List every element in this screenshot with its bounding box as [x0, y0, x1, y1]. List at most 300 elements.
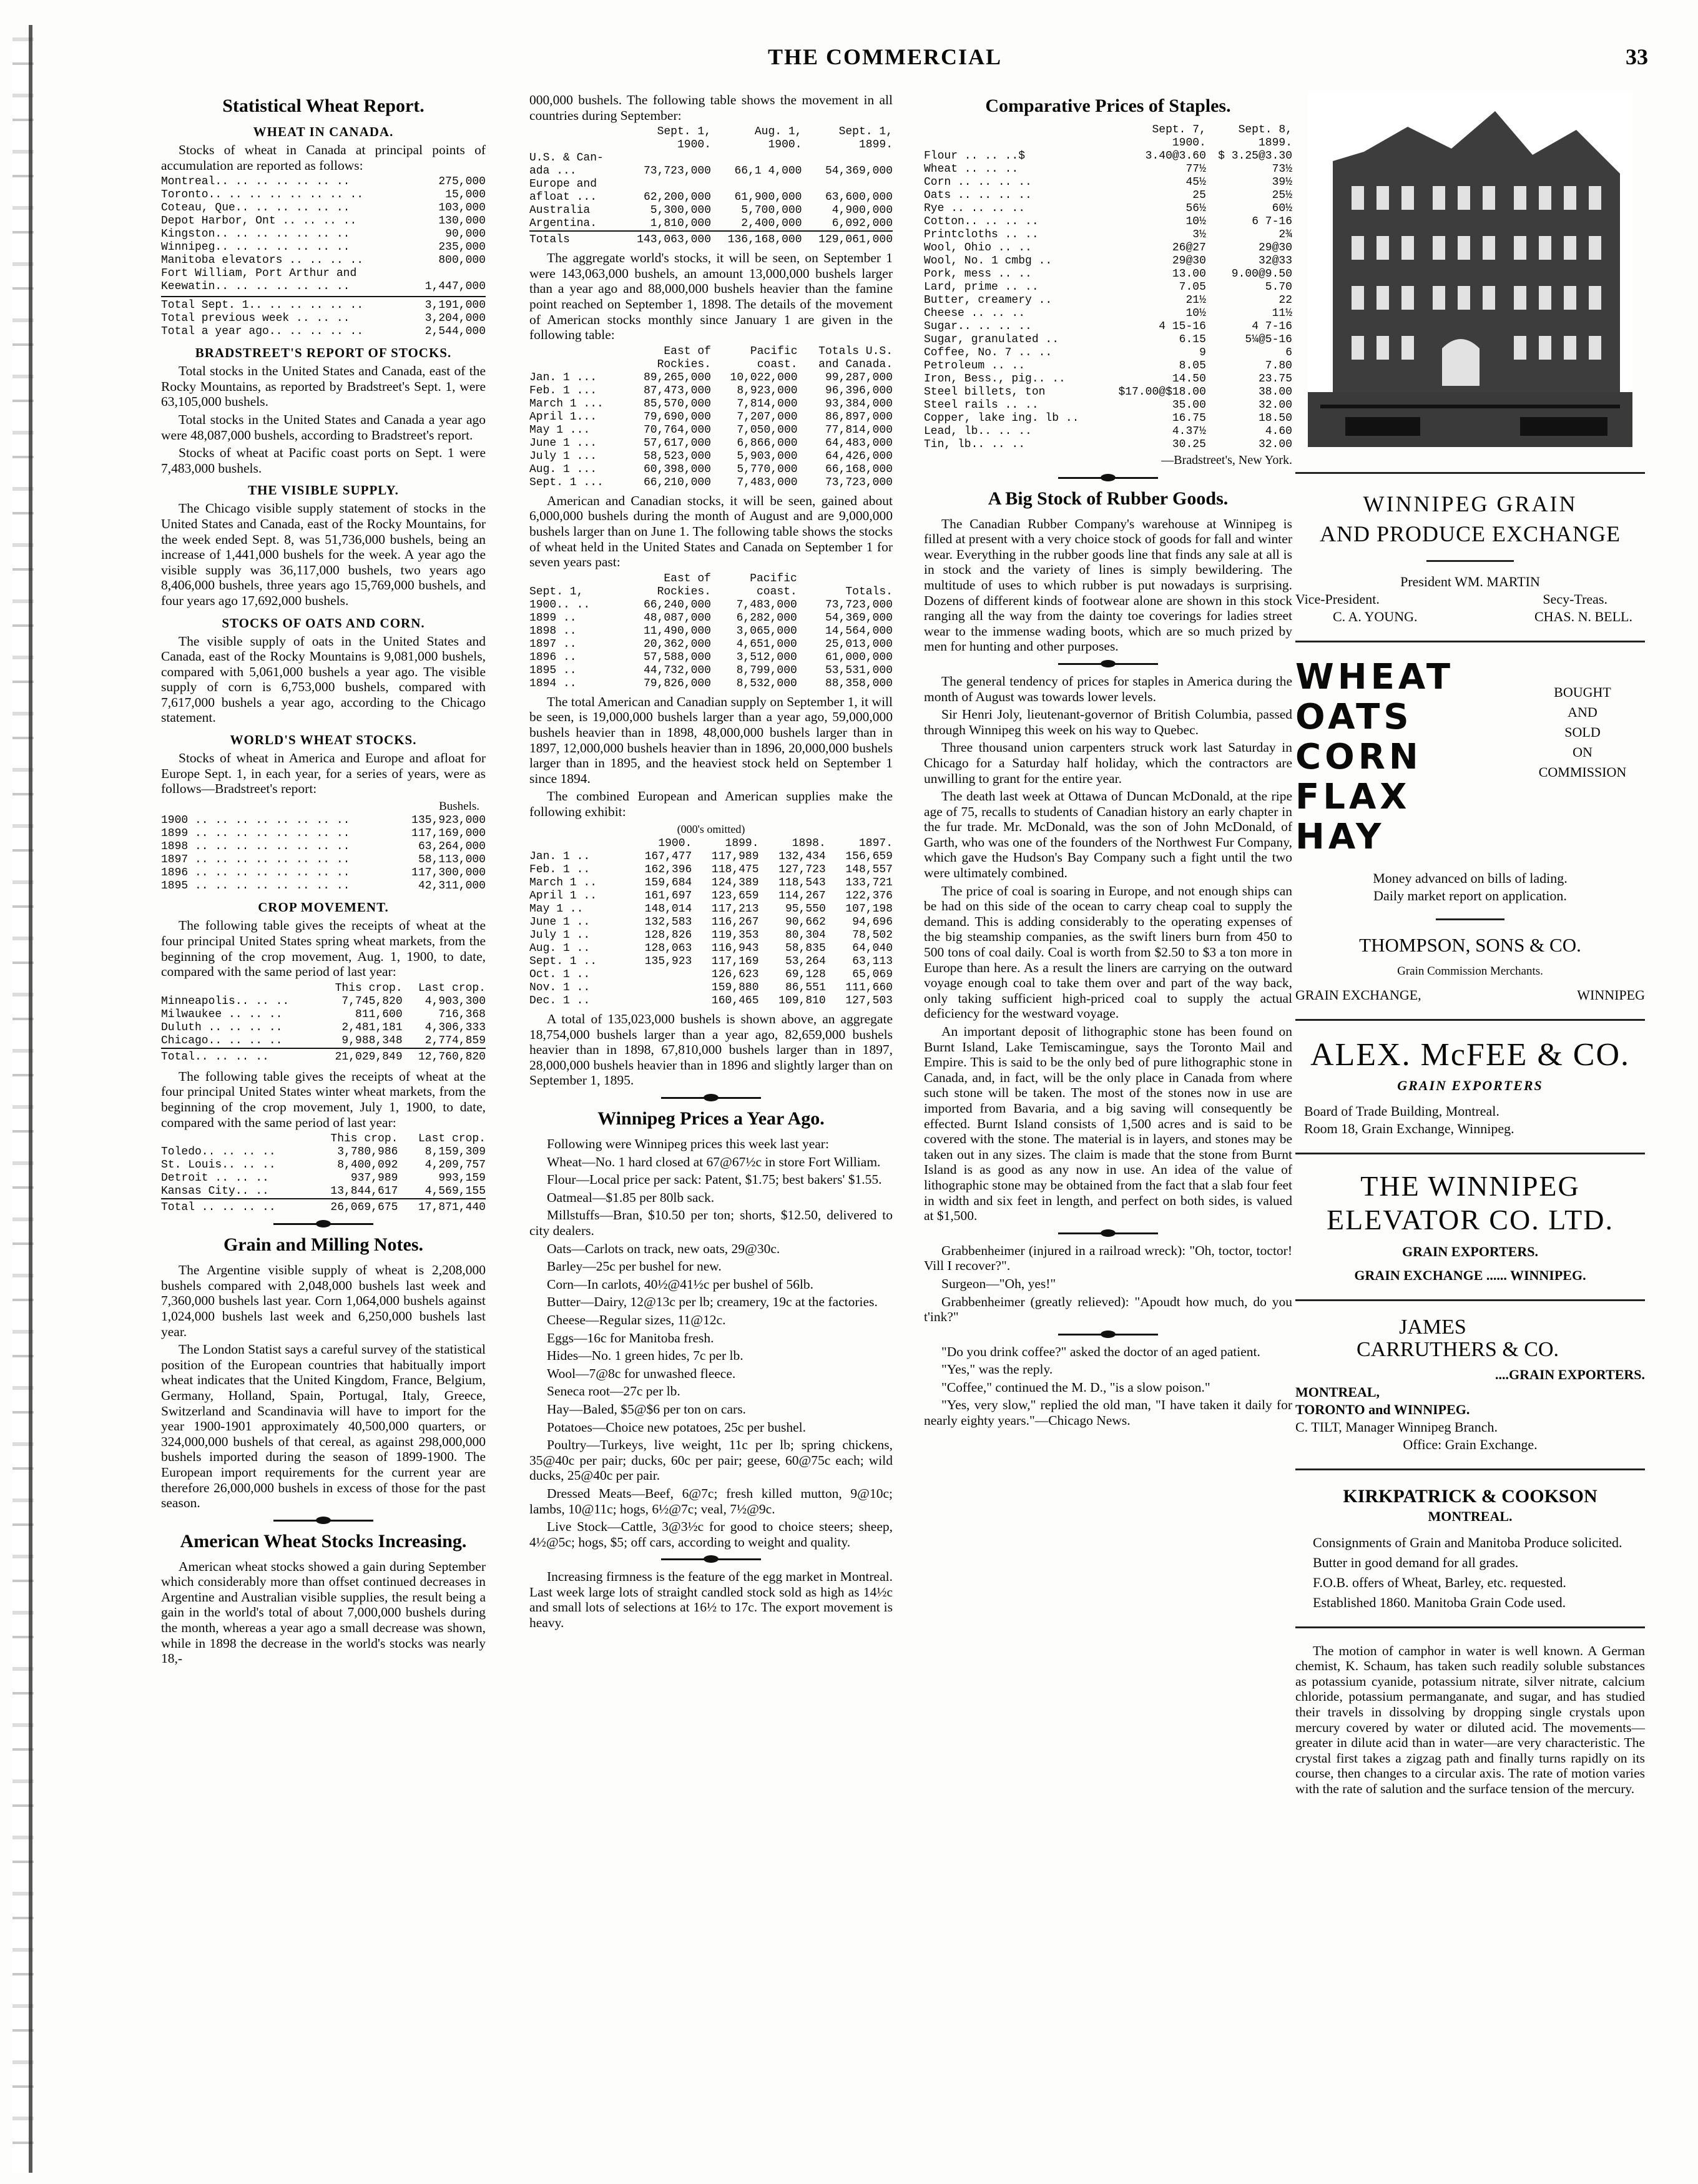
column-header: Pacific: [750, 572, 797, 585]
column-header: coast.: [757, 358, 798, 371]
table-row: [529, 231, 893, 247]
table-row: [529, 599, 893, 612]
table-cell: 77,814,000: [825, 423, 893, 436]
bought-line: COMMISSION: [1538, 764, 1627, 780]
table-row: [529, 165, 893, 178]
kirkpatrick-cookson-ad: [1295, 1485, 1645, 1611]
paragraph: Surgeon—"Oh, yes!": [941, 1276, 1056, 1291]
ad-line: GRAIN EXCHANGE,: [1295, 987, 1421, 1003]
bought-line: ON: [1573, 744, 1592, 760]
president-line: President WM. MARTIN: [1400, 574, 1540, 589]
table-row: [924, 242, 1292, 255]
table-row: [161, 312, 486, 325]
column-header: and Canada.: [818, 358, 893, 371]
grain-name: CORN: [1295, 737, 1422, 777]
column-header: coast.: [757, 585, 797, 598]
row-label: Lead, lb.. .. ..: [924, 425, 1032, 438]
table-cell: 118,475: [711, 863, 759, 877]
table-cell: 78,502: [852, 929, 893, 942]
price-item: Seneca root—27c per lb.: [547, 1384, 680, 1399]
row-label: Wheat .. .. ..: [924, 163, 1019, 175]
row-label: Detroit .. .. ..: [161, 1172, 269, 1185]
table-cell: [711, 178, 802, 191]
price-item: Flour—Local price per sack: Patent, $1.75; best bakers' $1.55.: [547, 1172, 882, 1188]
column-header: [529, 358, 624, 371]
ad-line: Butter in good demand for all grades.: [1313, 1554, 1519, 1570]
table-row: [161, 175, 486, 189]
section-heading: CROP MOVEMENT.: [258, 900, 389, 915]
table-cell: 73,723,000: [643, 165, 711, 178]
ad-line: Board of Trade Building, Montreal.: [1304, 1103, 1499, 1119]
table-row: [924, 412, 1292, 425]
table-cell: 11,490,000: [643, 624, 711, 637]
table-row: [529, 651, 893, 664]
column-header: Sept. 1,: [838, 125, 893, 139]
table-cell: 716,368: [438, 1008, 486, 1021]
table-row: [161, 1199, 486, 1214]
row-label: Steel rails .. ..: [924, 399, 1039, 411]
row-label: Tin, lb.. .. ..: [924, 438, 1026, 451]
table-cell: 117,169: [711, 955, 759, 968]
table-row: [924, 268, 1292, 281]
row-label: Duluth .. .. .. ..: [161, 1021, 283, 1034]
ad-divider: [1295, 1019, 1645, 1021]
table-cell: 7.80: [1265, 360, 1292, 372]
table-row: [161, 1008, 486, 1021]
table-cell: 117,989: [711, 850, 759, 863]
row-label: 1896 ..: [529, 651, 577, 664]
alex-mcfee-ad: [1295, 1036, 1645, 1138]
paragraph: Stocks of wheat at Pacific coast ports on Sept. 1 were 7,483,000 bushels.: [161, 445, 486, 476]
paragraph: American wheat stocks showed a gain during September which considerably more than offset continued decreases in Argentine and Australian visible supplies, the result being a gain in the world's total of about 7,000,000 bushels during the month, whereas a year ago a small decrease was shown, while in 1898 the decrease in the world's stocks was nearly 18,-: [161, 1558, 486, 1666]
paragraph: The visible supply of oats in the United States and Canada, east of the Rocky Mountains is 9,081,000 bushels, compared with 5,061,000 bushels a year ago. The visible supply of corn is 6,753,000 bushels, compared with 7,617,000 bushels a year ago, according to the Chicago statement.: [161, 633, 486, 726]
table-cell: 56½: [1185, 202, 1206, 215]
row-label: March 1 ..: [529, 877, 597, 890]
table-row: [529, 411, 893, 424]
price-item: Dressed Meats—Beef, 6@7c; fresh killed mutton, 9@10c; lambs, 10@11c; hogs, 6½@7c; veal, 7½@9c.: [529, 1485, 893, 1517]
ad-line: GRAIN EXCHANGE ...... WINNIPEG.: [1354, 1267, 1586, 1283]
price-item: Wool—7@8c for unwashed fleece.: [547, 1365, 736, 1381]
table-row: [161, 241, 486, 254]
table-row: [161, 827, 486, 840]
table-cell: 937,989: [350, 1172, 398, 1185]
table-row: [529, 191, 893, 204]
row-label: Winnipeg.. .. .. .. .. .. ..: [161, 241, 350, 254]
ad-line: F.O.B. offers of Wheat, Barley, etc. requested.: [1313, 1574, 1566, 1590]
price-item: Butter—Dairy, 12@13c per lb; creamery, 19c at the factories.: [547, 1294, 878, 1310]
article-heading: American Wheat Stocks Increasing.: [180, 1530, 467, 1552]
divider: [661, 1097, 761, 1099]
table-cell: 127,723: [778, 863, 826, 877]
row-label: Jan. 1 ..: [529, 850, 591, 863]
table-cell: 29@30: [1258, 242, 1292, 254]
table-cell: 111,660: [845, 981, 893, 995]
table-cell: 136,168,000: [711, 231, 802, 247]
row-label: May 1 ...: [529, 423, 591, 436]
price-item: Corn—In carlots, 40½@41½c per bushel of 56lb.: [547, 1276, 814, 1292]
column-header: [529, 837, 625, 850]
table-cell: 61,000,000: [825, 651, 893, 664]
row-label: Lard, prime .. ..: [924, 281, 1039, 293]
row-label: 1894 ..: [529, 677, 577, 690]
table-row: [924, 215, 1292, 229]
table-cell: 119,353: [711, 929, 759, 942]
table-row: [161, 228, 486, 241]
table-cell: 79,690,000: [643, 410, 711, 423]
table-cell: 26,069,675: [310, 1199, 398, 1214]
grain-commodities-ad: [1295, 657, 1645, 857]
table-header-row: [529, 345, 893, 358]
table-cell: [621, 152, 712, 165]
table-cell: 116,267: [711, 916, 759, 929]
ad-title: JAMES: [1399, 1315, 1466, 1339]
table-row: [161, 202, 486, 215]
table-cell: 117,213: [711, 903, 759, 916]
table-header-row: [529, 358, 893, 371]
paragraph: American and Canadian stocks, it will be seen, gained about 6,000,000 bushels during the month of August and are 9,000,000 bushels larger than on June 1. The following table shows the stocks of wheat held in the United States and Canada on September 1 for seven years past:: [529, 493, 893, 570]
row-label: 1895 ..: [529, 664, 577, 677]
row-label: Flour .. .. ..$: [924, 150, 1026, 162]
table-cell: 4.60: [1265, 425, 1292, 438]
source-credit: —Bradstreet's, New York.: [1161, 453, 1292, 467]
table-row: [924, 320, 1292, 333]
table-cell: 4,903,300: [424, 995, 486, 1008]
row-label: Sugar.. .. .. ..: [924, 320, 1032, 333]
table-cell: 63,113: [852, 955, 893, 968]
divider: [1058, 477, 1158, 479]
table-cell: 109,810: [778, 995, 826, 1008]
table-cell: 9.00@9.50: [1231, 268, 1292, 280]
table-cell: 6,092,000: [832, 217, 893, 230]
table-cell: [625, 981, 692, 995]
table-cell: 29@30: [1172, 255, 1206, 267]
table-cell: 235,000: [438, 241, 486, 254]
table-row: [924, 229, 1292, 242]
row-label: Keewatin.. .. .. .. .. .. ..: [161, 280, 350, 293]
table-row: [924, 438, 1292, 451]
vice-president-name: C. A. YOUNG.: [1333, 609, 1418, 624]
row-label: Total .. .. .. ..: [161, 1199, 310, 1214]
table-cell: 5,903,000: [737, 450, 798, 463]
table-cell: 3½: [1192, 229, 1206, 241]
table-cell: 103,000: [438, 202, 486, 215]
table-cell: 8,159,309: [424, 1146, 486, 1159]
world-stocks-table: [161, 814, 486, 893]
column-header: Sept. 8,: [1238, 124, 1292, 136]
row-label: 1900 .. .. .. .. .. .. .. ..: [161, 814, 350, 827]
table-cell: 5,300,000: [650, 204, 711, 217]
table-row: [529, 863, 893, 877]
column-header: [161, 982, 319, 995]
table-row: [924, 163, 1292, 176]
table-cell: 167,477: [644, 850, 692, 863]
table-cell: 4,306,333: [424, 1021, 486, 1034]
table-cell: 6,866,000: [737, 436, 798, 450]
table-cell: 7,745,820: [341, 995, 403, 1008]
seven-year-stocks-table: [529, 573, 893, 691]
table-cell: 5,700,000: [741, 204, 802, 217]
table-cell: 132,583: [644, 916, 692, 929]
table-cell: 118,543: [778, 877, 826, 890]
table-row: [529, 995, 893, 1008]
table-row: [529, 450, 893, 463]
column-header: Rockies.: [657, 585, 711, 598]
table-row: [161, 1021, 486, 1035]
table-row: [924, 202, 1292, 215]
column-header: East of: [664, 345, 711, 358]
row-label: May 1 ..: [529, 903, 584, 916]
table-cell: 20,362,000: [643, 637, 711, 651]
column-header: Last crop.: [418, 981, 486, 995]
ad-line: ....GRAIN EXPORTERS.: [1494, 1366, 1645, 1382]
column-header: 1898.: [792, 837, 826, 850]
stocks-total-table: [161, 296, 486, 338]
row-label: Coffee, No. 7 .. ..: [924, 347, 1053, 359]
row-label: Kansas City.. ..: [161, 1185, 269, 1198]
paragraph: The general tendency of prices for staples in America during the month of August was towards lower levels.: [924, 673, 1292, 704]
table-cell: 7,483,000: [736, 598, 797, 611]
column-header: 1900.: [1172, 137, 1206, 149]
table-cell: 10,022,000: [730, 371, 798, 384]
table-cell: 73,723,000: [825, 476, 893, 489]
table-cell: 2¾: [1278, 229, 1292, 241]
row-label: Pork, mess .. ..: [924, 268, 1032, 280]
table-cell: 8,923,000: [737, 384, 798, 397]
row-label: Toronto.. .. .. .. .. .. .. ..: [161, 189, 364, 202]
ad-title: WINNIPEG GRAIN: [1363, 491, 1578, 516]
section-heading: BRADSTREET'S REPORT OF STOCKS.: [195, 345, 452, 361]
table-row: [924, 189, 1292, 202]
table-row: [924, 347, 1292, 360]
table-cell: 7,483,000: [737, 476, 798, 489]
row-label: Petroleum .. ..: [924, 360, 1026, 372]
table-row: [161, 1172, 486, 1185]
table-header: Bushels.: [439, 799, 479, 813]
article-heading: Winnipeg Prices a Year Ago.: [597, 1108, 825, 1129]
table-row: [161, 867, 486, 880]
table-cell: 159,684: [644, 877, 692, 890]
row-label: 1899 ..: [529, 611, 577, 624]
table-cell: 8,532,000: [736, 677, 797, 690]
table-row: [529, 398, 893, 411]
table-row: [529, 217, 893, 231]
table-cell: 8.05: [1179, 360, 1206, 372]
table-cell: 61,900,000: [734, 191, 802, 204]
table-cell: 9: [1199, 347, 1206, 359]
table-cell: 3,512,000: [736, 651, 797, 664]
column-header: 1899.: [725, 837, 759, 850]
table-cell: 26@27: [1172, 242, 1206, 254]
row-label: July 1 ...: [529, 450, 597, 463]
article-heading: Statistical Wheat Report.: [222, 96, 424, 116]
row-label: Steel billets, ton: [924, 386, 1046, 398]
paragraph: The motion of camphor in water is well known. A German chemist, K. Schaum, has taken such readily soluble substances as potassium cyanide, potassium nitrate, silver nitrate, calcium chloride, potassium permanganate, and sugar, and has studied their travels in dissolving by dropping single crystals upon mercury covered by water or diluted acid. The movements—greater in dilute acid than in water—are very characteristic. The crystal first takes a zigzag path and finally turns rapidly on its course, then changes to a circular axis. The rate of motion varies with the rate of salution and the surface tension of the mercury.: [1295, 1643, 1645, 1796]
row-label: Fort William, Port Arthur and: [161, 267, 357, 280]
row-label: April 1...: [529, 410, 597, 423]
table-cell: 25: [1192, 189, 1206, 202]
table-cell: 86,897,000: [825, 410, 893, 423]
divider: [273, 1520, 373, 1522]
price-item: Potatoes—Choice new potatoes, 25c per bushel.: [547, 1419, 806, 1435]
table-cell: 73,723,000: [825, 598, 893, 611]
table-row: [161, 254, 486, 267]
row-label: Corn .. .. .. ..: [924, 176, 1032, 189]
grain-name: HAY: [1295, 817, 1385, 857]
row-label: Argentina.: [529, 217, 597, 230]
table-cell: 23.75: [1258, 373, 1292, 385]
paragraph: Grabbenheimer (greatly relieved): "Apoudt how much, do you t'ink?": [924, 1294, 1292, 1325]
ad-line: Grain Commission Merchants.: [1397, 965, 1543, 978]
table-row: [924, 281, 1292, 294]
table-row: [161, 215, 486, 228]
row-label: Coteau, Que.. .. .. .. .. ..: [161, 202, 350, 215]
table-cell: 126,623: [711, 968, 759, 981]
table-row: [924, 176, 1292, 189]
price-item: Wheat—No. 1 hard closed at 67@67½c in store Fort William.: [547, 1154, 881, 1169]
price-item: Hides—No. 1 green hides, 7c per lb.: [547, 1348, 743, 1364]
section-heading: THE VISIBLE SUPPLY.: [248, 483, 399, 498]
row-label: Total Sept. 1.. .. .. .. .. ..: [161, 297, 411, 312]
table-row: [161, 1159, 486, 1172]
table-cell: 4.37½: [1172, 425, 1206, 438]
table-header-row: [529, 139, 893, 152]
table-cell: 60,398,000: [643, 463, 711, 476]
paragraph: A total of 135,023,000 bushels is shown above, an aggregate 18,754,000 bushels larger than a year ago, 82,659,000 bushels heavier than in 1898, 67,810,000 bushels larger than in 1897, 28,000,000 bushels heavier than in 1896 and slightly larger than on September 1, 1895.: [529, 1011, 893, 1088]
table-cell: 13,844,617: [330, 1185, 398, 1198]
ad-subtitle: GRAIN EXPORTERS: [1397, 1078, 1543, 1093]
table-cell: 811,600: [355, 1008, 403, 1021]
paragraph: The aggregate world's stocks, it will be seen, on September 1 were 143,063,000 bushels, an amount 13,000,000 bushels larger than a year ago and 88,000,000 bushels heavier than the famine point reached on September 1, 1898. The details of the movement of American stocks monthly since January 1 are given in the following table:: [529, 250, 893, 343]
table-row: [529, 463, 893, 476]
column-header: 1900.: [658, 837, 692, 850]
table-cell: 3,191,000: [411, 297, 486, 312]
thompson-sons-ad: [1295, 934, 1645, 1004]
table-cell: 130,000: [438, 215, 486, 228]
column-header: [529, 125, 621, 139]
table-cell: 12,760,820: [403, 1048, 486, 1064]
price-item: Oatmeal—$1.85 per 80lb sack.: [547, 1189, 715, 1205]
row-label: July 1 ..: [529, 929, 591, 942]
row-label: 1895 .. .. .. .. .. .. .. ..: [161, 880, 350, 893]
ad-line: Office: Grain Exchange.: [1403, 1436, 1538, 1452]
paragraph: The Argentine visible supply of wheat is 2,208,000 bushels compared with 2,048,000 bushels last week and 7,360,000 bushels last year. Corn 1,064,000 bushels against 1,024,000 bushels last week and 6,250,000 bushels last year.: [161, 1262, 486, 1339]
row-label: Total.. .. .. ..: [161, 1048, 319, 1064]
paragraph: Total stocks in the United States and Canada, east of the Rocky Mountains, as reported by Bradstreet's Sept. 1, were 63,105,000 bushels.: [161, 363, 486, 410]
table-row: [161, 1146, 486, 1159]
row-label: Milwaukee .. .. ..: [161, 1008, 283, 1021]
table-cell: 1,447,000: [424, 280, 486, 293]
row-label: Wool, No. 1 cmbg ..: [924, 255, 1053, 267]
september-movement-table: [529, 125, 893, 247]
table-row: [529, 677, 893, 691]
row-label: St. Louis.. .. ..: [161, 1159, 276, 1172]
table-row: [161, 1185, 486, 1199]
table-cell: 17,871,440: [398, 1199, 486, 1214]
table-cell: 25,013,000: [825, 637, 893, 651]
table-cell: 15,000: [445, 189, 486, 202]
table-cell: 5.70: [1265, 281, 1292, 293]
table-cell: 45½: [1185, 176, 1206, 189]
table-row: [161, 297, 486, 312]
table-cell: 123,659: [711, 890, 759, 903]
table-row: [924, 425, 1292, 438]
row-label: Printcloths .. ..: [924, 229, 1039, 241]
table-cell: 3,065,000: [736, 624, 797, 637]
table-cell: 32.00: [1258, 399, 1292, 411]
table-cell: 9,988,348: [341, 1034, 403, 1047]
table-row: [529, 942, 893, 955]
running-head: [0, 44, 1698, 81]
table-cell: 4 15-16: [1159, 320, 1206, 333]
table-cell: 42,311,000: [418, 880, 486, 893]
row-label: Aug. 1 ..: [529, 942, 591, 955]
table-cell: 25½: [1272, 189, 1292, 202]
ad-line-row: [1295, 986, 1645, 1004]
column-header: 1899.: [858, 139, 893, 152]
exchange-building-illustration: [1308, 92, 1632, 447]
column-header: This crop.: [330, 1133, 398, 1146]
table-cell: 5,770,000: [737, 463, 798, 476]
ad-line: TORONTO and WINNIPEG.: [1295, 1401, 1470, 1417]
column-4: [1295, 92, 1645, 2147]
table-row: [529, 612, 893, 625]
row-label: Cotton.. .. .. ..: [924, 215, 1039, 228]
table-cell: 35.00: [1172, 399, 1206, 411]
table-cell: 156,659: [845, 850, 893, 863]
ad-title: AND PRODUCE EXCHANGE: [1319, 521, 1621, 546]
table-row: [529, 916, 893, 929]
winnipeg-elevator-ad: [1295, 1169, 1645, 1284]
ad-title: ELEVATOR CO. LTD.: [1327, 1203, 1614, 1236]
table-cell: 2,481,181: [341, 1021, 403, 1034]
table-note: (000's omitted): [677, 823, 745, 836]
table-cell: 116,943: [711, 942, 759, 955]
table-cell: 18.50: [1258, 412, 1292, 425]
table-header-row: [161, 1133, 486, 1146]
table-cell: [711, 152, 802, 165]
column-header: This crop.: [335, 981, 403, 995]
table-row: [161, 880, 486, 893]
table-cell: 13.00: [1172, 268, 1206, 280]
section-heading: STOCKS OF OATS AND CORN.: [222, 615, 425, 631]
table-cell: 132,434: [778, 850, 826, 863]
winter-receipts-table: [161, 1133, 486, 1214]
row-label: Rye .. .. .. ..: [924, 202, 1026, 215]
row-label: Europe and: [529, 178, 597, 191]
column-2: [529, 92, 893, 2147]
table-cell: 7.05: [1179, 281, 1206, 293]
ad-line: Daily market report on application.: [1373, 888, 1567, 903]
table-cell: 57,588,000: [643, 651, 711, 664]
table-cell: 94,696: [852, 916, 893, 929]
table-row: [529, 424, 893, 437]
row-label: Sugar, granulated ..: [924, 333, 1059, 346]
paragraph: "Yes, very slow," replied the old man, "I have taken it daily for nearly eighty years."—Chicago News.: [924, 1397, 1292, 1429]
table-cell: 95,550: [785, 903, 826, 916]
paragraph: The price of coal is soaring in Europe, and not enough ships can be had on this side of the ocean to carry cheap coal to supply the demand. This is adding considerably to the operating expenses of the big steamship companies, as the swift liners burn from 450 to 500 tons of coal daily. Coal is worth from $2.50 to $3 a ton more in Europe than here. As a result the liners are carrying on the outward voyage enough coal to take them over and part of the way back, only taking sufficient high-priced coal to supply the actual deficiency for the westward voyage.: [924, 883, 1292, 1021]
vice-president-label: Vice-President.: [1295, 591, 1380, 607]
officer-names: [1295, 608, 1645, 626]
article-heading: Grain and Milling Notes.: [223, 1234, 424, 1256]
table-row: [924, 294, 1292, 307]
table-cell: 48,087,000: [643, 611, 711, 624]
table-cell: 53,264: [785, 955, 826, 968]
table-cell: 80,304: [785, 929, 826, 942]
ad-title: ALEX. McFEE & CO.: [1310, 1037, 1631, 1073]
row-label: 1897 .. .. .. .. .. .. .. ..: [161, 853, 350, 867]
table-row: [529, 476, 893, 489]
table-cell: 6,282,000: [736, 611, 797, 624]
